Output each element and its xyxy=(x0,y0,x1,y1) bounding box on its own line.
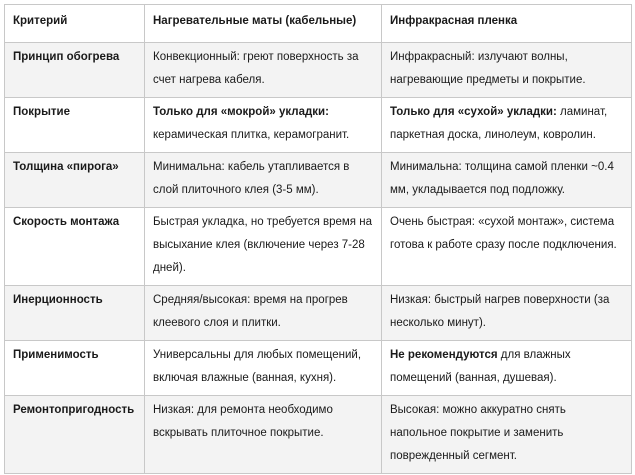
table-row xyxy=(5,286,632,341)
table-header-row xyxy=(5,5,632,43)
cell-heating-mats xyxy=(145,396,382,474)
cell-heating-mats xyxy=(145,43,382,98)
row-criterion: Скорость монтажа xyxy=(5,208,145,286)
table-row xyxy=(5,98,632,153)
header-criterion: Критерий xyxy=(5,5,145,43)
cell-text: Очень быстрая: «сухой монтаж», система готова к работе сразу после подключения. xyxy=(390,216,617,251)
table-row xyxy=(5,208,632,286)
table-row xyxy=(5,341,632,396)
cell-infrared-film xyxy=(382,396,632,474)
row-criterion: Покрытие xyxy=(5,98,145,153)
row-criterion: Ремонтопригодность xyxy=(5,396,145,474)
cell-text: Низкая: быстрый нагрев поверхности (за несколько минут). xyxy=(390,294,610,329)
cell-text: Низкая: для ремонта необходимо вскрывать плиточное покрытие. xyxy=(153,404,333,439)
header-infrared-film: Инфракрасная пленка xyxy=(382,5,632,43)
table-row xyxy=(5,396,632,474)
comparison-table xyxy=(4,4,632,474)
cell-heating-mats xyxy=(145,98,382,153)
header-heating-mats: Нагревательные маты (кабельные) xyxy=(145,5,382,43)
cell-text: Конвекционный: греют поверхность за счет нагрева кабеля. xyxy=(153,51,359,86)
cell-infrared-film xyxy=(382,208,632,286)
row-criterion: Применимость xyxy=(5,341,145,396)
cell-heating-mats xyxy=(145,208,382,286)
cell-bold-text: Не рекомендуются xyxy=(390,349,498,361)
cell-text: Универсальны для любых помещений, включая влажные (ванная, кухня). xyxy=(153,349,362,384)
row-criterion: Толщина «пирога» xyxy=(5,153,145,208)
table-row xyxy=(5,43,632,98)
cell-heating-mats xyxy=(145,153,382,208)
cell-infrared-film xyxy=(382,153,632,208)
cell-infrared-film xyxy=(382,341,632,396)
cell-text: керамическая плитка, керамогранит. xyxy=(153,129,350,141)
cell-bold-text: Только для «сухой» укладки: xyxy=(390,106,557,118)
cell-text: ламинат, паркетная доска, линолеум, ковролин. xyxy=(390,106,608,141)
cell-infrared-film xyxy=(382,286,632,341)
row-criterion: Инерционность xyxy=(5,286,145,341)
cell-text: для влажных помещений (ванная, душевая). xyxy=(390,349,571,384)
cell-infrared-film xyxy=(382,43,632,98)
cell-text: Высокая: можно аккуратно снять напольное покрытие и заменить поврежденный сегмент. xyxy=(390,404,566,462)
cell-text: Минимальна: толщина самой пленки ~0.4 мм, укладывается под подложку. xyxy=(390,161,614,196)
cell-text: Инфракрасный: излучают волны, нагревающие предметы и покрытие. xyxy=(390,51,586,86)
cell-text: Быстрая укладка, но требуется время на высыхание клея (включение через 7-28 дней). xyxy=(153,216,372,274)
cell-heating-mats xyxy=(145,341,382,396)
row-criterion: Принцип обогрева xyxy=(5,43,145,98)
cell-text: Минимальна: кабель утапливается в слой плиточного клея (3-5 мм). xyxy=(153,161,350,196)
cell-heating-mats xyxy=(145,286,382,341)
cell-infrared-film xyxy=(382,98,632,153)
cell-text: Средняя/высокая: время на прогрев клеевого слоя и плитки. xyxy=(153,294,348,329)
cell-bold-text: Только для «мокрой» укладки: xyxy=(153,106,329,118)
table-row xyxy=(5,153,632,208)
